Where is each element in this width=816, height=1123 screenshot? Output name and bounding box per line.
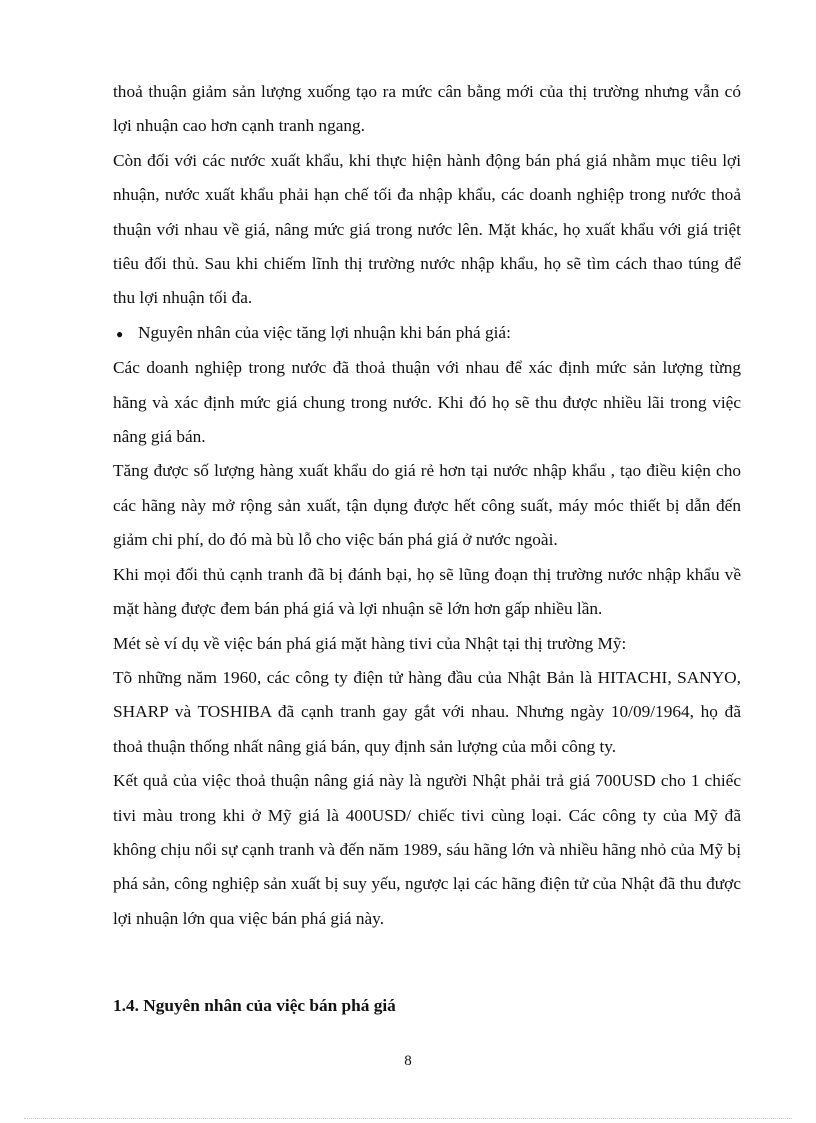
page-bottom-divider: [24, 1118, 792, 1119]
paragraph-1: thoả thuận giảm sản lượng xuống tạo ra mức cân bằng mới của thị trường nhưng vẫn có lợi nhuận cao hơn cạnh tranh ngang.: [113, 82, 741, 136]
paragraph-3: Các doanh nghiệp trong nước đã thoả thuận với nhau để xác định mức sản lượng từng hãng và xác định mức giá chung trong nước. Khi đó họ sẽ thu được nhiều lãi trong việc nâng giá bán.: [113, 358, 741, 447]
body-text: [113, 75, 741, 936]
paragraph-5: Khi mọi đối thủ cạnh tranh đã bị đánh bại, họ sẽ lũng đoạn thị trường nước nhập khẩu về mặt hàng được đem bán phá giá và lợi nhuận sẽ lớn hơn gấp nhiều lần.: [113, 564, 741, 619]
bullet-text: Nguyên nhân của việc tăng lợi nhuận khi bán phá giá:: [138, 322, 511, 342]
section-heading: 1.4. Nguyên nhân của việc bán phá giá: [113, 996, 396, 1015]
paragraph-6: Mét sè ví dụ về việc bán phá giá mặt hàng tivi của Nhật tại thị trường Mỹ:: [113, 633, 627, 653]
bullet-dot-icon: ●: [116, 326, 124, 341]
page-number: 8: [404, 1053, 412, 1069]
bullet-item: [113, 316, 741, 351]
paragraph-8: Kết quả của việc thoả thuận nâng giá này là người Nhật phải trả giá 700USD cho 1 chiếc tivi màu trong khi ở Mỹ giá là 400USD/ chiếc tivi cùng loại. Các công ty của Mỹ đã không chịu nổi sự cạnh tranh và đến năm 1989, sáu hãng lớn và nhiều hãng nhỏ của Mỹ bị phá sản, công nghiệp sản xuất bị suy yếu, ngược lại các hãng điện tử của Nhật đã thu được lợi nhuận lớn qua việc bán phá giá này.: [113, 771, 741, 928]
paragraph-7: Tõ những năm 1960, các công ty điện tử hàng đầu của Nhật Bản là HITACHI, SANYO, SHARP và TOSHIBA đã cạnh tranh gay gắt với nhau. Nhưng ngày 10/09/1964, họ đã thoả thuận thống nhất nâng giá bán, quy định sản lượng của mỗi công ty.: [113, 667, 741, 756]
paragraph-2: Còn đối với các nước xuất khẩu, khi thực hiện hành động bán phá giá nhằm mục tiêu lợi nhuận, nước xuất khẩu phải hạn chế tối đa nhập khẩu, các doanh nghiệp trong nước thoả thuận với nhau về giá, nâng mức giá trong nước lên. Mặt khác, họ xuất khẩu với giá triệt tiêu đối thủ. Sau khi chiếm lĩnh thị trường nước nhập khẩu, họ sẽ tìm cách thao túng để thu lợi nhuận tối đa.: [113, 150, 741, 308]
paragraph-4: Tăng được số lượng hàng xuất khẩu do giá rẻ hơn tại nước nhập khẩu , tạo điều kiện cho các hãng này mở rộng sản xuất, tận dụng được hết công suất, máy móc thiết bị dẫn đến giảm chi phí, do đó mà bù lỗ cho việc bán phá giá ở nước ngoài.: [113, 461, 741, 550]
